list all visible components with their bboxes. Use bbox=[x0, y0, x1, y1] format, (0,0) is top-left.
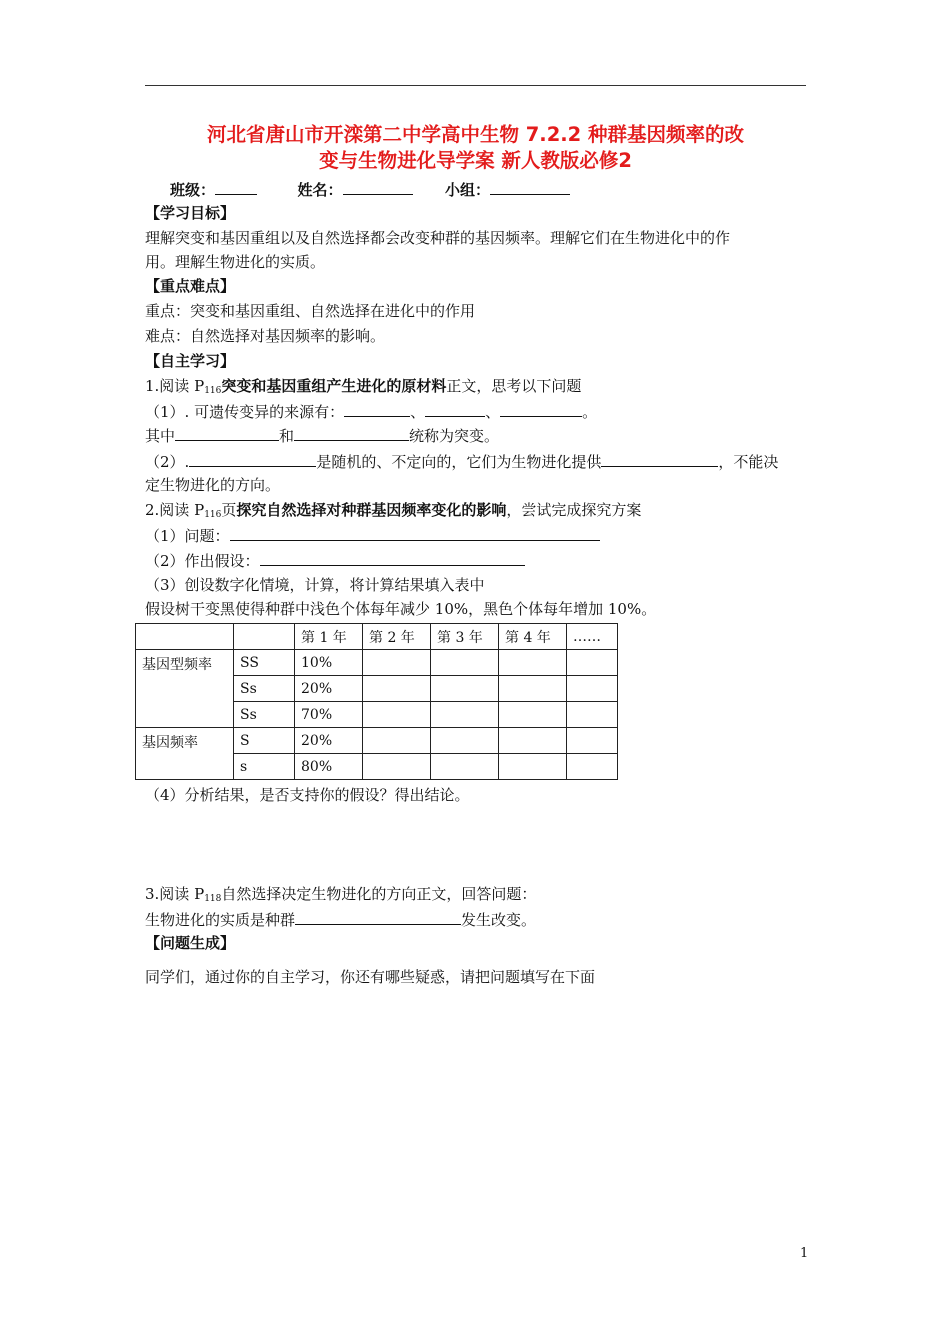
type-cell: s bbox=[234, 754, 295, 780]
q3-line-end: 发生改变。 bbox=[461, 911, 537, 929]
table-row bbox=[136, 728, 618, 754]
q1-suffix: 正文，思考以下问题 bbox=[446, 377, 582, 395]
empty-cell[interactable] bbox=[499, 676, 567, 702]
problems-heading: 【问题生成】 bbox=[145, 934, 236, 952]
empty-cell[interactable] bbox=[363, 676, 431, 702]
table-header-cell: 第 1 年 bbox=[295, 624, 363, 650]
q1a-period: 。 bbox=[582, 403, 598, 421]
self-heading: 【自主学习】 bbox=[145, 352, 236, 370]
empty-cell[interactable] bbox=[499, 702, 567, 728]
year1-cell: 20% bbox=[295, 728, 363, 754]
q1a-blank-3[interactable] bbox=[500, 400, 582, 417]
table-header-cell bbox=[136, 624, 234, 650]
table-header-row bbox=[136, 624, 618, 650]
doc-title-line-2: 变与生物进化导学案 新人教版必修2 bbox=[319, 149, 632, 172]
key-difficulty: 难点：自然选择对基因频率的影响。 bbox=[145, 327, 386, 345]
year1-cell: 70% bbox=[295, 702, 363, 728]
name-label: 姓名： bbox=[297, 181, 343, 199]
q1a2-line bbox=[145, 424, 499, 447]
empty-cell[interactable] bbox=[363, 728, 431, 754]
empty-cell[interactable] bbox=[499, 650, 567, 676]
empty-cell[interactable] bbox=[431, 676, 499, 702]
q1a2-end: 统称为突变。 bbox=[409, 427, 500, 445]
empty-cell[interactable] bbox=[567, 702, 618, 728]
header-rule bbox=[145, 85, 806, 86]
q1a2-pre: 其中 bbox=[145, 427, 176, 445]
q1a2-blank-2[interactable] bbox=[294, 424, 409, 441]
info-line bbox=[170, 178, 570, 201]
table-row bbox=[136, 650, 618, 676]
goals-text-2: 用。理解生物进化的实质。 bbox=[145, 253, 326, 271]
q1-page: 116 bbox=[204, 386, 222, 396]
problems-text: 同学们，通过你的自主学习，你还有哪些疑惑，请把问题填写在下面 bbox=[145, 968, 596, 986]
q1-bold: 突变和基因重组产生进化的原材料 bbox=[221, 377, 447, 395]
q1b-blank-1[interactable] bbox=[189, 450, 316, 467]
empty-cell[interactable] bbox=[567, 676, 618, 702]
year1-cell: 20% bbox=[295, 676, 363, 702]
q1b-line bbox=[145, 450, 778, 473]
q1a-blank-1[interactable] bbox=[344, 400, 410, 417]
frequency-table bbox=[135, 623, 618, 780]
q1b-pre: （2）. bbox=[145, 453, 190, 471]
q3-line-pre: 生物进化的实质是种群 bbox=[145, 911, 296, 929]
genotype-label: 基因型频率 bbox=[136, 650, 234, 728]
q2-3-line: （3）创设数字化情境，计算，将计算结果填入表中 bbox=[145, 576, 485, 594]
type-cell: Ss bbox=[234, 676, 295, 702]
q2-2-blank[interactable] bbox=[260, 549, 525, 566]
q1b2-line: 定生物进化的方向。 bbox=[145, 476, 281, 494]
q3-prefix: 3.阅读 P bbox=[145, 885, 205, 903]
q2-2-text: （2）作出假设： bbox=[145, 552, 260, 570]
sep-2: 、 bbox=[485, 403, 501, 421]
year1-cell: 80% bbox=[295, 754, 363, 780]
q1a2-mid: 和 bbox=[279, 427, 295, 445]
q2-assume-line: 假设树干变黑使得种群中浅色个体每年减少 10%，黑色个体每年增加 10%。 bbox=[145, 600, 657, 618]
empty-cell[interactable] bbox=[431, 728, 499, 754]
q1a-line bbox=[145, 400, 597, 423]
key-focus: 重点：突变和基因重组、自然选择在进化中的作用 bbox=[145, 302, 476, 320]
year1-cell: 10% bbox=[295, 650, 363, 676]
name-blank[interactable] bbox=[343, 178, 413, 195]
empty-cell[interactable] bbox=[363, 650, 431, 676]
q3-line bbox=[145, 883, 536, 910]
table-header-cell: …… bbox=[567, 624, 618, 650]
q3-suffix: 自然选择决定生物进化的方向正文，回答问题： bbox=[221, 885, 537, 903]
q3-blank[interactable] bbox=[295, 908, 461, 925]
sep-1: 、 bbox=[410, 403, 426, 421]
q1b-mid: 是随机的、不定向的，它们为生物进化提供 bbox=[316, 453, 602, 471]
q1b-end: ，不能决 bbox=[718, 453, 779, 471]
q2-mid: 页 bbox=[221, 501, 237, 519]
doc-title-line-1: 河北省唐山市开滦第二中学高中生物 7.2.2 种群基因频率的改 bbox=[206, 123, 745, 146]
table-header-cell: 第 2 年 bbox=[363, 624, 431, 650]
empty-cell[interactable] bbox=[567, 650, 618, 676]
group-label: 小组： bbox=[444, 181, 490, 199]
page-number: 1 bbox=[800, 1246, 809, 1261]
empty-cell[interactable] bbox=[431, 754, 499, 780]
q2-suffix: ，尝试完成探究方案 bbox=[506, 501, 642, 519]
q1-prefix: 1.阅读 P bbox=[145, 377, 205, 395]
gene-label: 基因频率 bbox=[136, 728, 234, 780]
goals-text-1: 理解突变和基因重组以及自然选择都会改变种群的基因频率。理解它们在生物进化中的作 bbox=[145, 229, 731, 247]
q2-1-blank[interactable] bbox=[230, 524, 600, 541]
q2-1-text: （1）问题： bbox=[145, 527, 230, 545]
table-header-cell bbox=[234, 624, 295, 650]
table-header-cell: 第 4 年 bbox=[499, 624, 567, 650]
q1b-blank-2[interactable] bbox=[601, 450, 718, 467]
empty-cell[interactable] bbox=[431, 702, 499, 728]
type-cell: Ss bbox=[234, 702, 295, 728]
goals-heading: 【学习目标】 bbox=[145, 204, 236, 222]
empty-cell[interactable] bbox=[499, 728, 567, 754]
q2-bold: 探究自然选择对种群基因频率变化的影响 bbox=[236, 501, 507, 519]
empty-cell[interactable] bbox=[499, 754, 567, 780]
table-header-cell: 第 3 年 bbox=[431, 624, 499, 650]
empty-cell[interactable] bbox=[363, 702, 431, 728]
q1-line bbox=[145, 375, 581, 402]
q2-2-line bbox=[145, 549, 525, 572]
group-blank[interactable] bbox=[490, 178, 570, 195]
empty-cell[interactable] bbox=[567, 754, 618, 780]
empty-cell[interactable] bbox=[363, 754, 431, 780]
q2-4-line: （4）分析结果，是否支持你的假设？得出结论。 bbox=[145, 786, 470, 804]
key-heading: 【重点难点】 bbox=[145, 277, 236, 295]
q2-1-line bbox=[145, 524, 600, 547]
q3-page: 118 bbox=[204, 894, 222, 904]
q1a-blank-2[interactable] bbox=[425, 400, 485, 417]
q1a2-blank-1[interactable] bbox=[175, 424, 279, 441]
type-cell: S bbox=[234, 728, 295, 754]
q2-line bbox=[145, 499, 641, 526]
q3-answer-line bbox=[145, 908, 536, 931]
q1a-text: （1）. 可遗传变异的来源有： bbox=[145, 403, 345, 421]
type-cell: SS bbox=[234, 650, 295, 676]
class-blank[interactable] bbox=[215, 178, 257, 195]
empty-cell[interactable] bbox=[567, 728, 618, 754]
q2-prefix: 2.阅读 P bbox=[145, 501, 205, 519]
q2-page: 116 bbox=[204, 510, 222, 520]
class-label: 班级： bbox=[170, 181, 216, 199]
empty-cell[interactable] bbox=[431, 650, 499, 676]
